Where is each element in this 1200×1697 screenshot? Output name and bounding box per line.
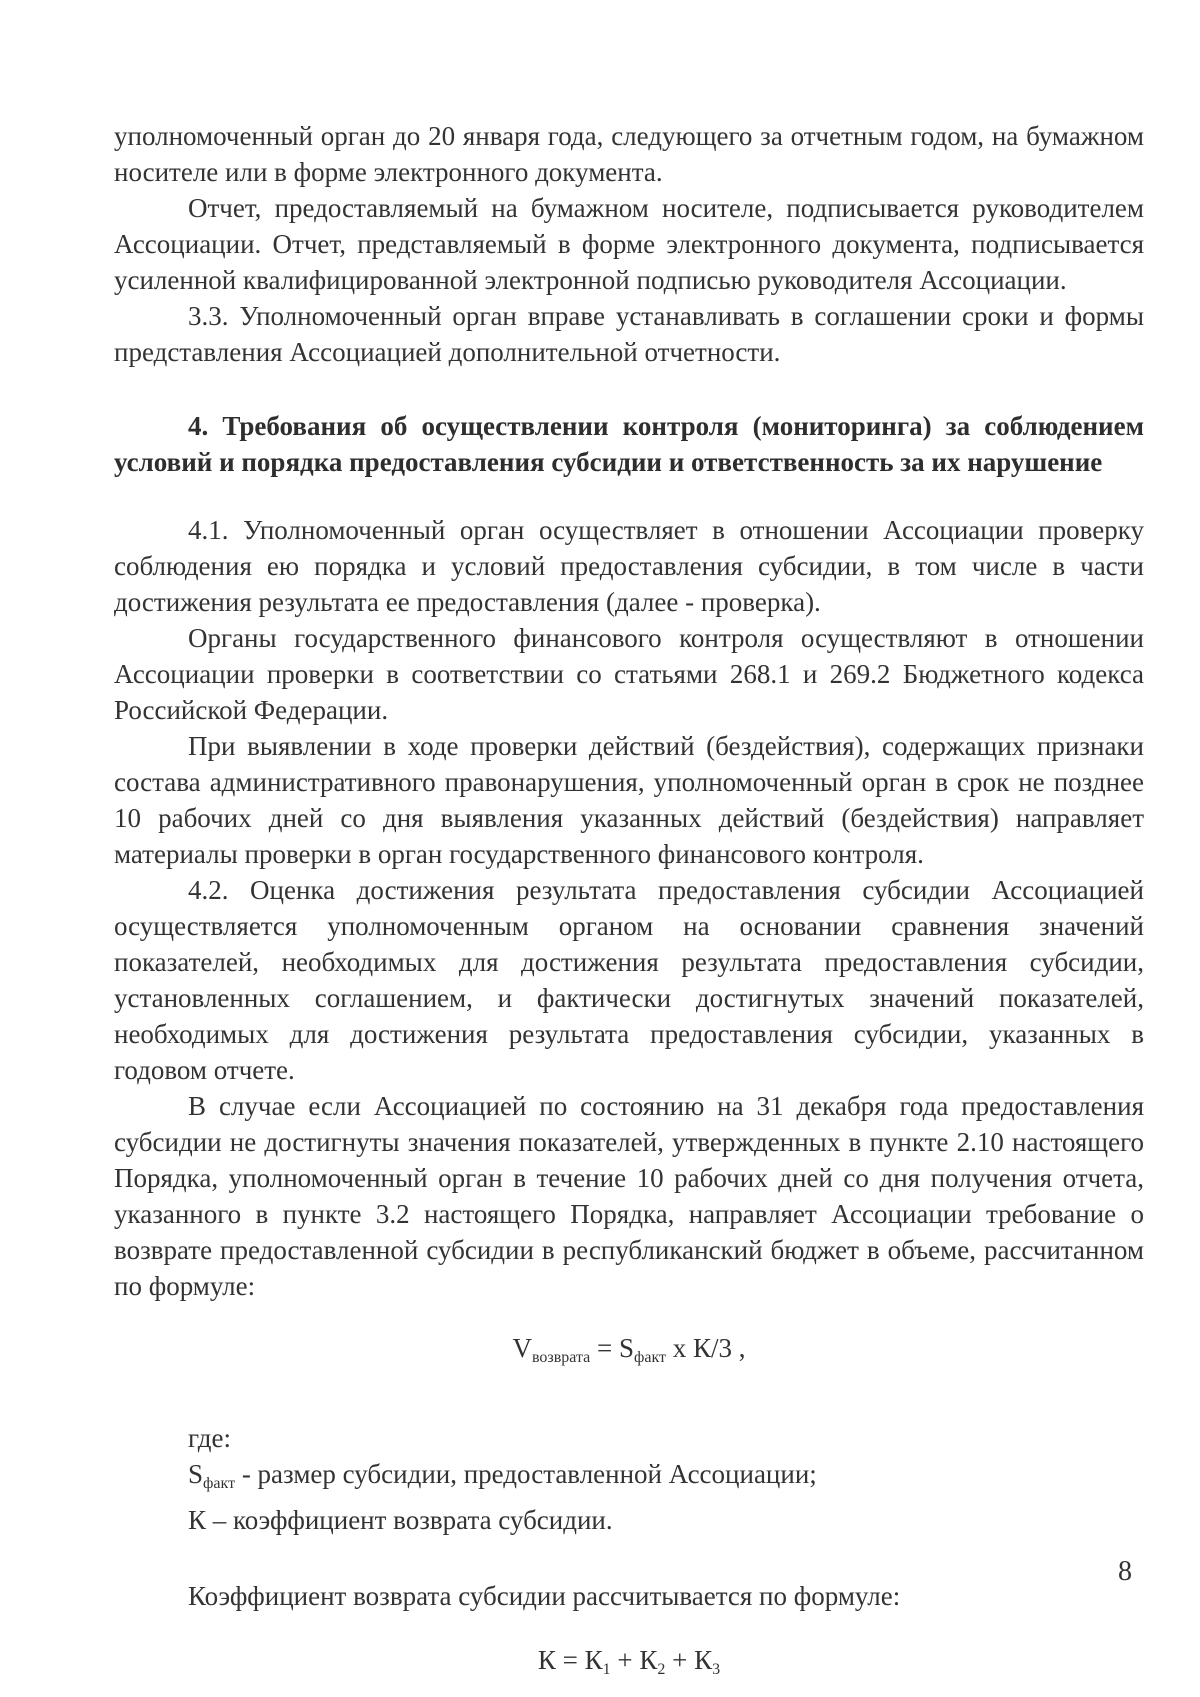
formula-coefficient: [114, 1642, 1144, 1688]
formula2-plus1: + К: [610, 1645, 658, 1675]
definition-s-subscript: факт: [203, 1475, 236, 1492]
page-content: [114, 118, 1144, 1688]
definition-s-fact: [188, 1456, 1144, 1502]
coefficient-intro: Коэффициент возврата субсидии рассчитывается по формуле:: [188, 1581, 901, 1611]
definition-k: К – коэффициент возврата субсидии.: [188, 1505, 613, 1535]
formula2-sub1: 1: [602, 1661, 611, 1678]
paragraph-refund-requirement: В случае если Ассоциацией по состоянию на 31 декабря года предоставления субсидии не достигнуты значения показателей, утвержденных в пункте 2.10 настоящего Порядка, уполномоченный орган в течение 10 рабочих дней со дня получения отчета, указанного в пункте 3.2 настоящего Порядка, направляет Ассоциации требование о возврате предоставленной субсидии в республиканский бюджет в объеме, рассчитанном по формуле:: [114, 1091, 1144, 1301]
paragraph-report-signing: Отчет, предоставляемый на бумажном носителе, подписывается руководителем Ассоциации. Отчет, представляемый в форме электронного документа, подписывается усиленной квалифицированной электронной подписью руководителя Ассоциации.: [114, 193, 1144, 295]
paragraph-violations: При выявлении в ходе проверки действий (бездействия), содержащих признаки состава административного правонарушения, уполномоченный орган в срок не позднее 10 рабочих дней со дня выявления указанных действий (бездействия) направляет материалы проверки в орган государственного финансового контроля.: [114, 731, 1144, 869]
formula-definitions: [188, 1420, 1144, 1538]
paragraph-report-deadline: уполномоченный орган до 20 января года, следующего за отчетным годом, на бумажном носителе или в форме электронного документа.: [114, 121, 1144, 187]
paragraph-4-1: 4.1. Уполномоченный орган осуществляет в отношении Ассоциации проверку соблюдения ею порядка и условий предоставления субсидии, в том числе в части достижения результата ее предоставления (далее - проверка).: [114, 515, 1144, 617]
paragraph-3-3: 3.3. Уполномоченный орган вправе устанавливать в соглашении сроки и формы представления Ассоциацией дополнительной отчетности.: [114, 301, 1144, 367]
formula2-lhs: К = К: [537, 1645, 603, 1675]
formula2-plus2: + К: [665, 1645, 713, 1675]
section-4-heading: 4. Требования об осуществлении контроля (мониторинга) за соблюдением условий и порядка предоставления субсидии и ответственность за их нарушение: [114, 411, 1144, 477]
formula-eq-s: = S: [590, 1333, 634, 1363]
paragraph-financial-control: Органы государственного финансового контроля осуществляют в отношении Ассоциации проверки в соответствии со статьями 268.1 и 269.2 Бюджетного кодекса Российской Федерации.: [114, 623, 1144, 725]
page-number: 8: [1118, 1556, 1132, 1587]
formula-v: V: [512, 1333, 532, 1363]
definition-s-symbol: S: [188, 1459, 204, 1489]
paragraph-4-2: 4.2. Оценка достижения результата предоставления субсидии Ассоциацией осуществляется уполномоченным органом на основании сравнения значений показателей, необходимых для достижения результата предоставления субсидии, установленных соглашением, и фактически достигнутых значений показателей, необходимых для достижения результата предоставления субсидии, указанных в годовом отчете.: [114, 875, 1144, 1085]
definitions-where: где:: [188, 1423, 231, 1453]
formula2-sub3: 3: [712, 1661, 721, 1678]
formula-v-subscript: возврата: [531, 1349, 591, 1366]
formula2-sub2: 2: [657, 1661, 666, 1678]
formula-refund-volume: [114, 1330, 1144, 1376]
formula-rest: x К/3 ,: [666, 1333, 746, 1363]
definition-s-text: - размер субсидии, предоставленной Ассоциации;: [235, 1459, 817, 1489]
formula-s-subscript: факт: [634, 1349, 667, 1366]
